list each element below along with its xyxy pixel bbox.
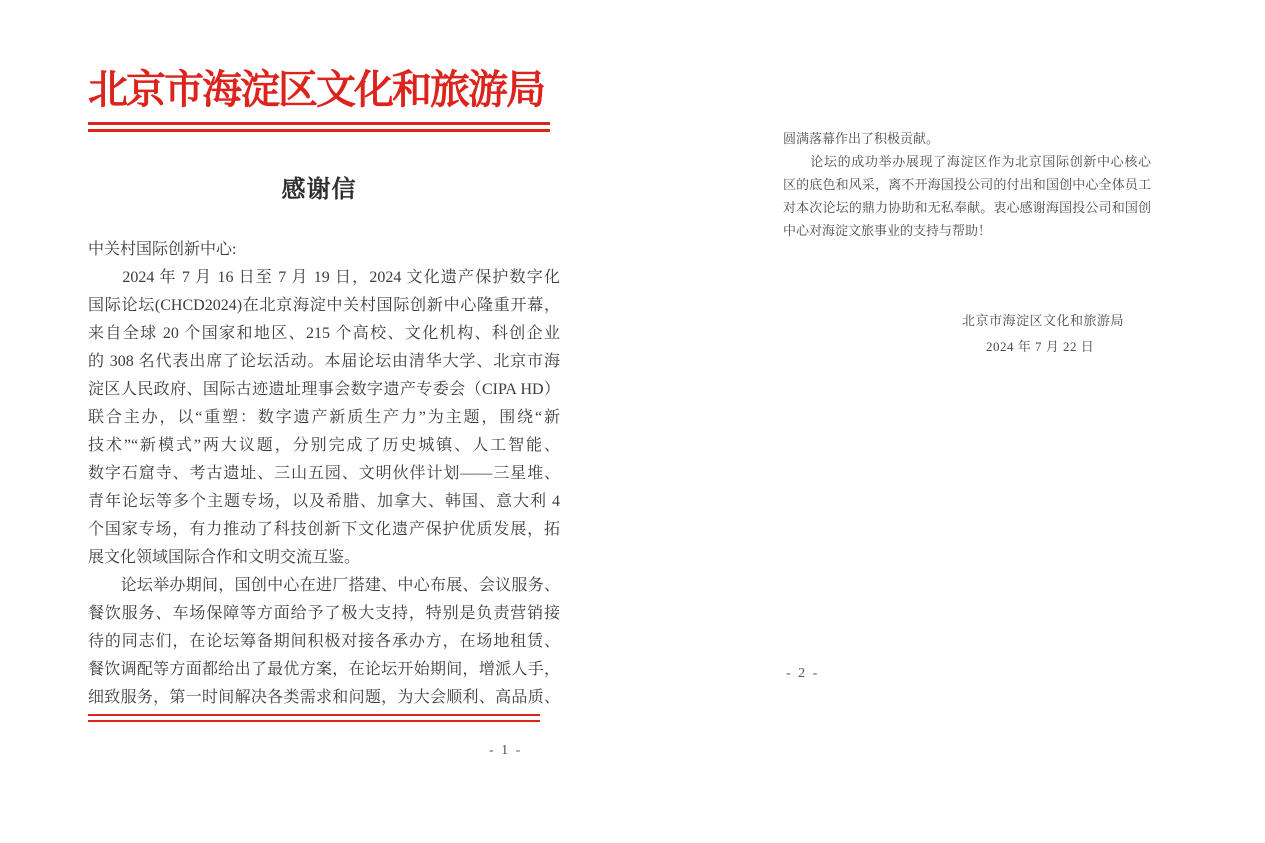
body-line: 餐饮调配等方面都给出了最优方案，在论坛开始期间，增派人手， [88,661,560,678]
body-line: 对本次论坛的鼎力协助和无私奉献。衷心感谢海国投公司和国创 [783,200,1151,215]
body-line: 来自全球 20 个国家和地区、215 个高校、文化机构、科创企业 [88,325,560,342]
body-line: 青年论坛等多个主题专场，以及希腊、加拿大、韩国、意大利 4 [88,493,560,510]
body-line: 圆满落幕作出了积极贡献。 [783,131,940,146]
body-line: 2024 年 7 月 16 日至 7 月 19 日，2024 文化遗产保护数字化 [88,269,560,286]
signature-agency-name: 北京市海淀区文化和旅游局 [962,313,1125,328]
letter-body-page-2 [783,127,1151,242]
salutation-line: 中关村国际创新中心: [88,241,237,258]
body-line: 淀区人民政府、国际古迹遗址理事会数字遗产专委会（CIPA HD） [88,381,560,398]
body-line: 中心对海淀文旅事业的支持与帮助！ [783,223,992,238]
letterhead-agency-title: 北京市海淀区文化和旅游局 [88,67,544,112]
letter-title: 感谢信 [281,177,357,203]
body-line: 展文化领域国际合作和文明交流互鉴。 [88,549,361,566]
page-number-2: - 2 - [786,666,820,681]
body-line: 的 308 名代表出席了论坛活动。本届论坛由清华大学、北京市海 [88,353,560,370]
body-line: 数字石窟寺、考古遗址、三山五园、文明伙伴计划——三星堆、 [88,465,560,482]
body-line: 国际论坛(CHCD2024)在北京海淀中关村国际创新中心隆重开幕， [88,297,560,314]
body-line: 个国家专场，有力推动了科技创新下文化遗产保护优质发展，拓 [88,521,560,538]
body-line: 技术”“新模式”两大议题，分别完成了历史城镇、人工智能、 [88,437,560,454]
body-line: 待的同志们，在论坛筹备期间积极对接各承办方，在场地租赁、 [88,633,560,650]
body-line: 论坛的成功举办展现了海淀区作为北京国际创新中心核心 [783,154,1151,169]
body-line: 区的底色和风采，离不开海国投公司的付出和国创中心全体员工 [783,177,1151,192]
body-line: 论坛举办期间，国创中心在进厂搭建、中心布展、会议服务、 [88,577,560,594]
signature-date: 2024 年 7 月 22 日 [986,339,1095,354]
body-line: 联合主办，以“重塑：数字遗产新质生产力”为主题，围绕“新 [88,409,560,426]
body-line: 细致服务，第一时间解决各类需求和问题，为大会顺利、高品质、 [88,689,560,706]
body-line: 餐饮服务、车场保障等方面给予了极大支持，特别是负责营销接 [88,605,560,622]
page-number-1: - 1 - [489,743,523,758]
